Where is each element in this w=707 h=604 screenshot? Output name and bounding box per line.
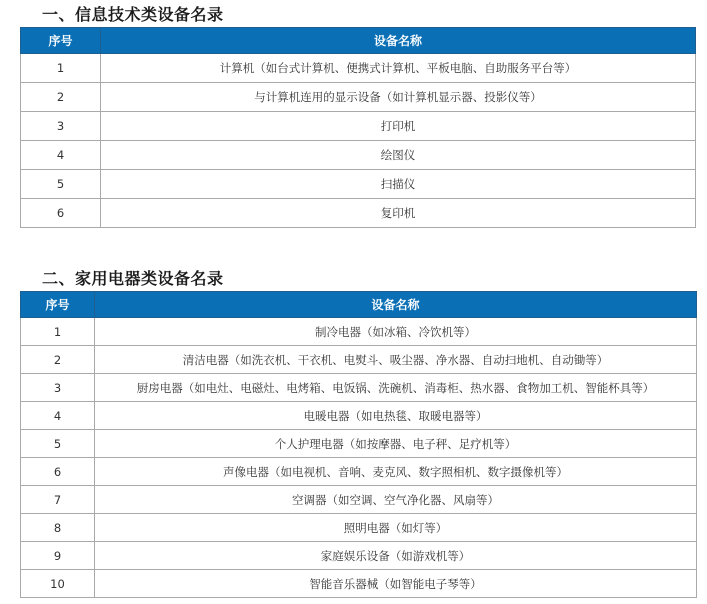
device-name: 复印机 (101, 199, 696, 228)
table-row (21, 374, 697, 402)
device-name: 声像电器（如电视机、音响、麦克风、数字照相机、数字摄像机等） (95, 458, 697, 486)
table-row (21, 170, 696, 199)
table-row (21, 458, 697, 486)
row-number: 7 (21, 486, 95, 514)
row-number: 4 (21, 141, 101, 170)
column-header-number: 序号 (21, 28, 101, 54)
row-number: 2 (21, 83, 101, 112)
table-row (21, 346, 697, 374)
row-number: 5 (21, 430, 95, 458)
table-row (21, 402, 697, 430)
device-name: 扫描仪 (101, 170, 696, 199)
section-title-household-appliances: 二、家用电器类设备名录 (42, 269, 224, 288)
table-row (21, 112, 696, 141)
row-number: 1 (21, 54, 101, 83)
device-name: 个人护理电器（如按摩器、电子秤、足疗机等） (95, 430, 697, 458)
device-name: 清洁电器（如洗衣机、干衣机、电熨斗、吸尘器、净水器、自动扫地机、自动锄等） (95, 346, 697, 374)
section-title-it-equipment: 一、信息技术类设备名录 (42, 5, 224, 24)
table-row (21, 199, 696, 228)
table-row (21, 54, 696, 83)
row-number: 10 (21, 570, 95, 598)
table-row (21, 486, 697, 514)
device-name: 制冷电器（如冰箱、冷饮机等） (95, 318, 697, 346)
table-row (21, 430, 697, 458)
device-name: 绘图仪 (101, 141, 696, 170)
device-name: 计算机（如台式计算机、便携式计算机、平板电脑、自助服务平台等） (101, 54, 696, 83)
row-number: 2 (21, 346, 95, 374)
row-number: 6 (21, 458, 95, 486)
table-row (21, 318, 697, 346)
table-row (21, 141, 696, 170)
table-header-row (21, 28, 696, 54)
it-equipment-table (20, 27, 696, 228)
row-number: 3 (21, 112, 101, 141)
row-number: 9 (21, 542, 95, 570)
row-number: 8 (21, 514, 95, 542)
device-name: 照明电器（如灯等） (95, 514, 697, 542)
table-row (21, 514, 697, 542)
device-name: 家庭娱乐设备（如游戏机等） (95, 542, 697, 570)
device-name: 电暖电器（如电热毯、取暖电器等） (95, 402, 697, 430)
device-name: 空调器（如空调、空气净化器、风扇等） (95, 486, 697, 514)
household-appliances-table (20, 291, 697, 598)
row-number: 1 (21, 318, 95, 346)
row-number: 5 (21, 170, 101, 199)
column-header-device-name: 设备名称 (101, 28, 696, 54)
table-row (21, 83, 696, 112)
device-name: 厨房电器（如电灶、电磁灶、电烤箱、电饭锅、洗碗机、消毒柜、热水器、食物加工机、智能杯具等） (95, 374, 697, 402)
row-number: 4 (21, 402, 95, 430)
row-number: 6 (21, 199, 101, 228)
column-header-number: 序号 (21, 292, 95, 318)
device-name: 与计算机连用的显示设备（如计算机显示器、投影仪等） (101, 83, 696, 112)
table-header-row (21, 292, 697, 318)
column-header-device-name: 设备名称 (95, 292, 697, 318)
table-row (21, 570, 697, 598)
device-name: 智能音乐器械（如智能电子琴等） (95, 570, 697, 598)
row-number: 3 (21, 374, 95, 402)
device-name: 打印机 (101, 112, 696, 141)
table-row (21, 542, 697, 570)
